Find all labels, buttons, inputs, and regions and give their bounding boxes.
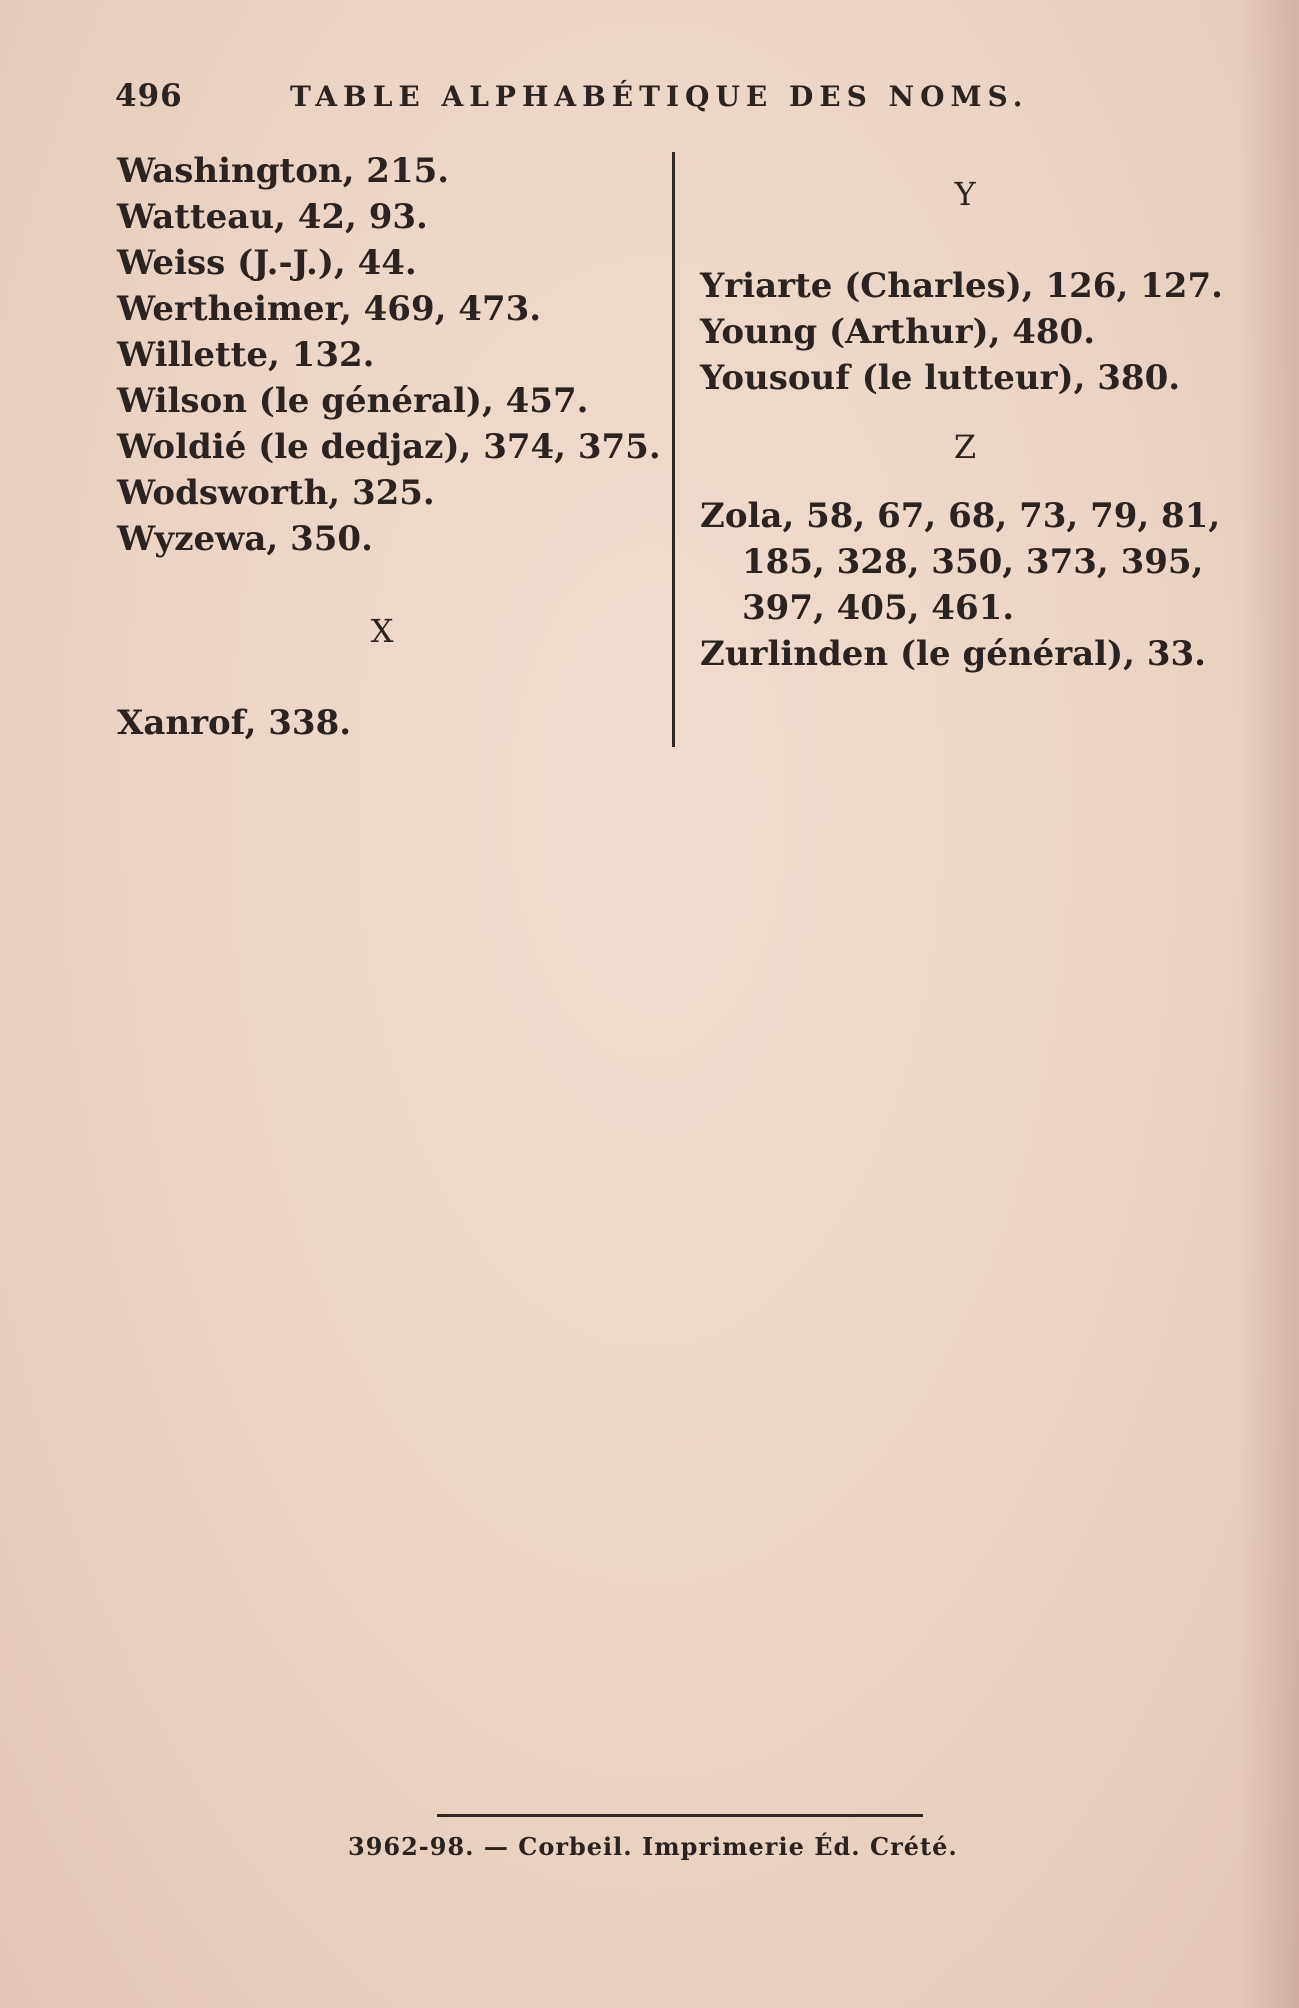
index-entry: Xanrof, 338. xyxy=(117,703,352,743)
index-entry-continuation: 397, 405, 461. xyxy=(742,588,1015,628)
index-entry: Watteau, 42, 93. xyxy=(117,197,428,237)
index-column-right xyxy=(700,148,1230,677)
page-header xyxy=(115,78,1115,118)
running-title: TABLE ALPHABÉTIQUE DES NOMS. xyxy=(290,80,1029,113)
index-entry: Woldié (le dedjaz), 374, 375. xyxy=(117,427,661,467)
section-letter-x: X xyxy=(370,612,394,650)
index-entry: Willette, 132. xyxy=(117,335,375,375)
section-letter-y: Y xyxy=(954,175,976,213)
index-entry: Young (Arthur), 480. xyxy=(700,312,1096,352)
index-entry: Wilson (le général), 457. xyxy=(117,381,589,421)
index-column-left xyxy=(117,148,661,746)
index-entry: Zurlinden (le général), 33. xyxy=(700,634,1206,674)
index-entry: Washington, 215. xyxy=(117,151,450,191)
printer-imprint: 3962-98. — Corbeil. Imprimerie Éd. Crété. xyxy=(348,1832,958,1861)
footer-rule xyxy=(437,1814,923,1817)
column-divider xyxy=(672,152,675,747)
index-entry: Weiss (J.-J.), 44. xyxy=(117,243,417,283)
index-entry: Zola, 58, 67, 68, 73, 79, 81, xyxy=(700,496,1221,536)
index-entry: Wyzewa, 350. xyxy=(117,519,373,559)
page-edge-shadow xyxy=(1239,0,1299,2008)
page-number: 496 xyxy=(115,78,183,114)
index-entry: Yriarte (Charles), 126, 127. xyxy=(700,266,1223,306)
index-entry: Yousouf (le lutteur), 380. xyxy=(700,358,1181,398)
index-entry: Wertheimer, 469, 473. xyxy=(117,289,542,329)
index-entry-continuation: 185, 328, 350, 373, 395, xyxy=(742,542,1204,582)
section-letter-z: Z xyxy=(953,428,977,466)
index-entry: Wodsworth, 325. xyxy=(117,473,435,513)
